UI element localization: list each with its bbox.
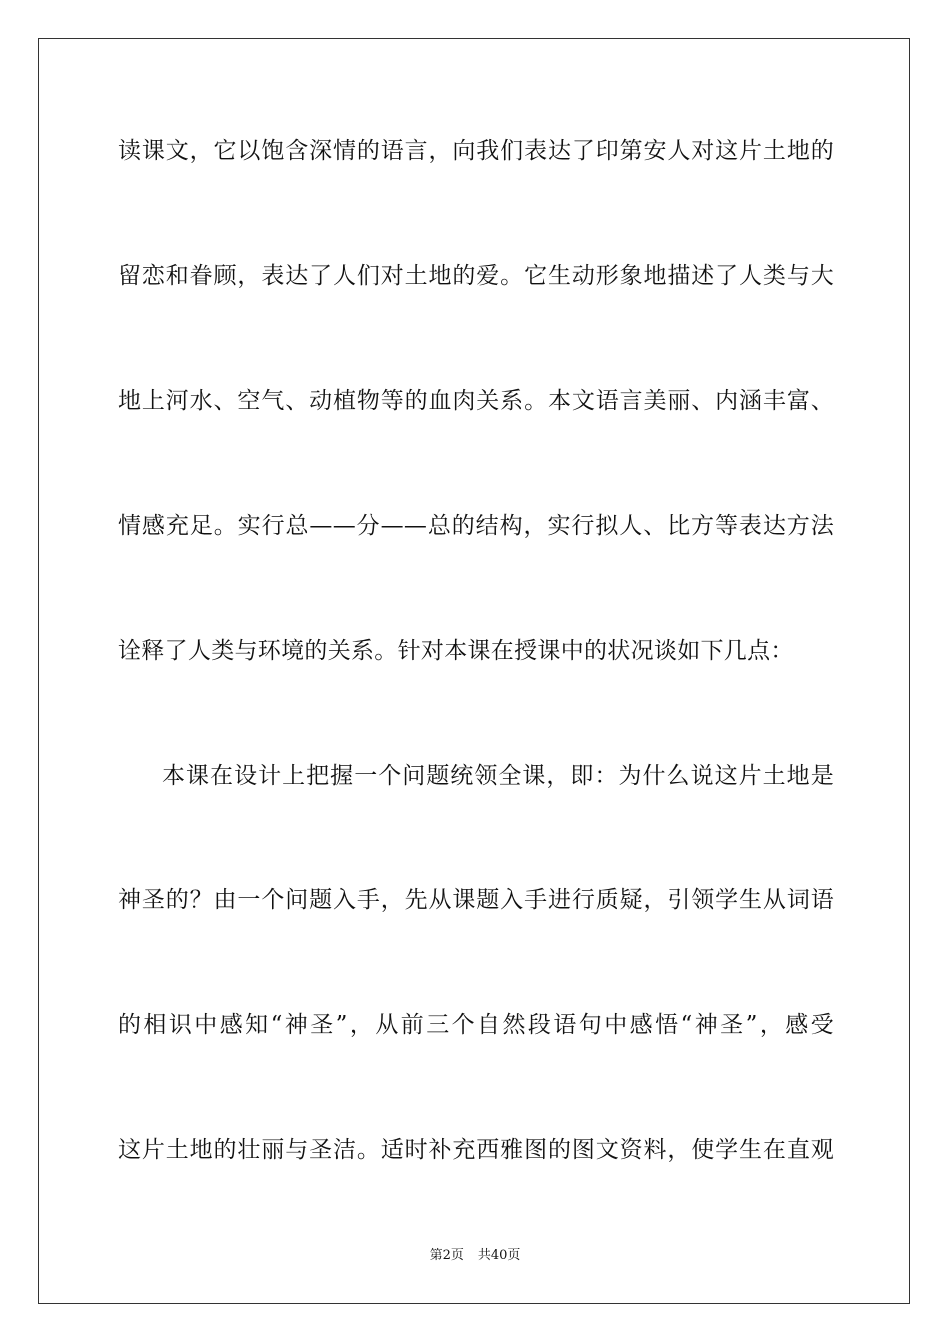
- page-number: 第2页: [429, 1248, 464, 1263]
- page-total: 共40页: [477, 1248, 521, 1263]
- paragraph-line: 神圣的？由一个问题入手，先从课题入手进行质疑，引领学生从词语: [118, 887, 834, 913]
- paragraph-line: 地上河水、空气、动植物等的血肉关系。本文语言美丽、内涵丰富、: [118, 388, 834, 414]
- paragraph-line: 的相识中感知“神圣”，从前三个自然段语句中感悟“神圣”，感受: [118, 1012, 834, 1038]
- paragraph-line: 情感充足。实行总——分——总的结构，实行拟人、比方等表达方法: [118, 513, 834, 539]
- page-border: [38, 38, 910, 1304]
- paragraph-line: 读课文，它以饱含深情的语言，向我们表达了印第安人对这片土地的: [118, 138, 834, 164]
- page-footer: [0, 1247, 950, 1265]
- paragraph-line: 诠释了人类与环境的关系。针对本课在授课中的状况谈如下几点：: [118, 638, 794, 664]
- paragraph-line: 这片土地的壮丽与圣洁。适时补充西雅图的图文资料，使学生在直观: [118, 1137, 834, 1163]
- paragraph-line: 留恋和眷顾，表达了人们对土地的爱。它生动形象地描述了人类与大: [118, 263, 834, 289]
- paragraph-line: 本课在设计上把握一个问题统领全课，即：为什么说这片土地是: [162, 763, 834, 789]
